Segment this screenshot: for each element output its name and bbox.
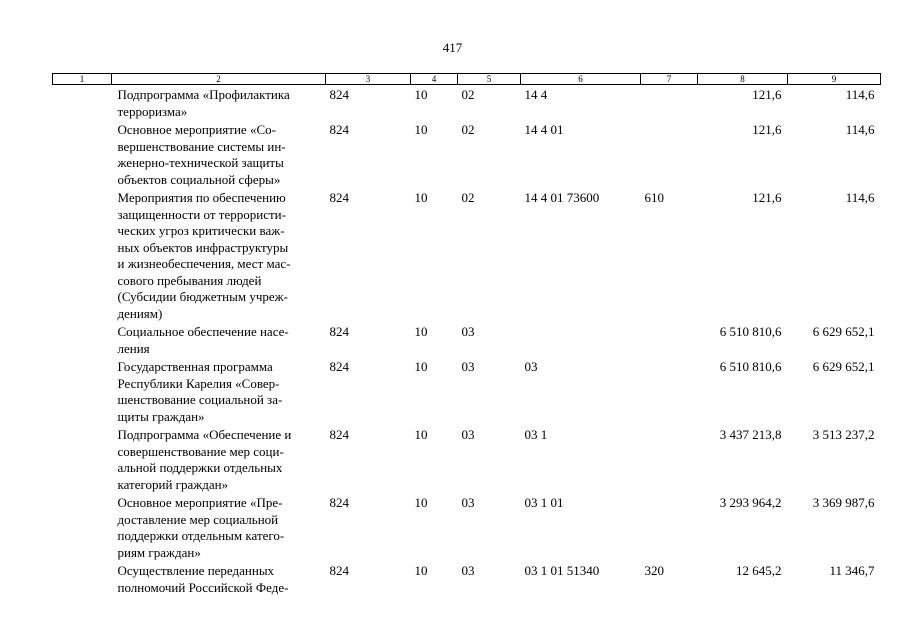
amount-year-2: 6 629 652,1: [812, 359, 875, 374]
name-line: Государственная программа: [117, 359, 273, 374]
table-row: [53, 188, 881, 322]
name-line: дениям): [117, 305, 163, 321]
name-line: совершенствование мер соци-: [117, 443, 284, 459]
ministry-code: 824: [329, 87, 349, 102]
column-number-header-row: [53, 74, 881, 85]
page-number: 417: [442, 40, 463, 55]
column-header-3: 3: [326, 74, 411, 85]
section-code: 10: [414, 87, 428, 102]
ministry-code: 824: [329, 427, 349, 442]
expense-type-code: [641, 120, 698, 188]
expense-type-code: [641, 357, 698, 425]
target-article-code: 14 4 01 73600: [524, 190, 600, 205]
item-name: [112, 85, 326, 121]
budget-table: [52, 73, 881, 596]
name-line: Социальное обеспечение насе-: [117, 324, 289, 339]
item-name: [112, 188, 326, 322]
amount-year-2: 3 513 237,2: [812, 427, 875, 442]
item-name: [112, 120, 326, 188]
name-line: поддержки отдельным катего-: [117, 528, 285, 543]
target-article-code: 03 1 01 51340: [524, 563, 600, 578]
name-line: доставление мер социальной: [117, 511, 279, 527]
name-line: ческих угроз критически важ-: [117, 223, 285, 238]
name-line: защищенности от террористи-: [117, 206, 286, 222]
amount-year-1: 121,6: [752, 87, 782, 102]
subsection-code: 02: [461, 122, 475, 137]
amount-year-2: 114,6: [845, 190, 875, 205]
subsection-code: 02: [461, 190, 475, 205]
section-code: 10: [414, 122, 428, 137]
table-row: [53, 493, 881, 561]
name-line: альной поддержки отдельных: [117, 460, 283, 475]
name-line: Подпрограмма «Обеспечение и: [117, 427, 292, 442]
amount-year-2: 6 629 652,1: [812, 324, 875, 339]
name-line: щиты граждан»: [117, 408, 205, 424]
table-row: [53, 357, 881, 425]
expense-type-code: [641, 85, 698, 121]
section-code: 10: [414, 427, 428, 442]
column-header-9: 9: [788, 74, 881, 85]
table-row: [53, 85, 881, 121]
amount-year-2: 11 346,7: [829, 563, 875, 578]
ministry-code: 824: [329, 122, 349, 137]
section-code: 10: [414, 324, 428, 339]
name-line: категорий граждан»: [117, 476, 229, 492]
amount-year-1: 12 645,2: [736, 563, 782, 578]
ministry-code: 824: [329, 563, 349, 578]
target-article-code: 03 1: [524, 427, 548, 442]
table-row: [53, 561, 881, 596]
subsection-code: 03: [461, 324, 475, 339]
name-line: Республики Карелия «Совер-: [117, 375, 280, 391]
name-line: объектов социальной сферы»: [117, 171, 281, 187]
name-line: Мероприятия по обеспечению: [117, 190, 286, 205]
expense-type-code: [641, 322, 698, 357]
subsection-code: 03: [461, 495, 475, 510]
row-index-cell: [53, 493, 112, 561]
ministry-code: 824: [329, 495, 349, 510]
amount-year-2: 114,6: [845, 122, 875, 137]
target-article-code: 03 1 01: [524, 495, 564, 510]
subsection-code: 03: [461, 427, 475, 442]
name-line: ления: [117, 340, 150, 356]
section-code: 10: [414, 563, 428, 578]
name-line: Осуществление переданных: [117, 563, 275, 578]
amount-year-1: 3 293 964,2: [719, 495, 782, 510]
amount-year-1: 6 510 810,6: [719, 324, 782, 339]
row-index-cell: [53, 188, 112, 322]
target-article-code: 03: [524, 359, 538, 374]
name-line: и жизнеобеспечения, мест мас-: [117, 256, 291, 271]
column-header-2: 2: [112, 74, 326, 85]
amount-year-1: 6 510 810,6: [719, 359, 782, 374]
amount-year-1: 121,6: [752, 190, 782, 205]
ministry-code: 824: [329, 324, 349, 339]
target-article-code: 14 4: [524, 87, 548, 102]
name-line: женерно-технической защиты: [117, 155, 284, 170]
item-name: [112, 322, 326, 357]
name-line: сового пребывания людей: [117, 272, 262, 288]
expense-type-code: 320: [644, 563, 664, 578]
amount-year-2: 114,6: [845, 87, 875, 102]
item-name: [112, 561, 326, 596]
name-line: Подпрограмма «Профилактика: [117, 87, 290, 102]
section-code: 10: [414, 495, 428, 510]
name-line: Основное мероприятие «Пре-: [117, 495, 283, 510]
column-header-6: 6: [521, 74, 641, 85]
table-row: [53, 322, 881, 357]
name-line: (Субсидии бюджетным учреж-: [117, 289, 288, 304]
column-header-4: 4: [411, 74, 458, 85]
row-index-cell: [53, 357, 112, 425]
name-line: терроризма»: [117, 103, 188, 119]
name-line: Основное мероприятие «Со-: [117, 122, 276, 137]
target-article-code: [521, 322, 641, 357]
subsection-code: 03: [461, 359, 475, 374]
column-header-8: 8: [698, 74, 788, 85]
row-index-cell: [53, 425, 112, 493]
row-index-cell: [53, 322, 112, 357]
ministry-code: 824: [329, 359, 349, 374]
row-index-cell: [53, 120, 112, 188]
name-line: риям граждан»: [117, 544, 201, 560]
item-name: [112, 357, 326, 425]
row-index-cell: [53, 85, 112, 121]
row-index-cell: [53, 561, 112, 596]
table-row: [53, 425, 881, 493]
amount-year-1: 121,6: [752, 122, 782, 137]
section-code: 10: [414, 359, 428, 374]
subsection-code: 02: [461, 87, 475, 102]
subsection-code: 03: [461, 563, 475, 578]
column-header-1: 1: [53, 74, 112, 85]
expense-type-code: 610: [644, 190, 664, 205]
amount-year-2: 3 369 987,6: [812, 495, 875, 510]
name-line: шенствование социальной за-: [117, 392, 283, 407]
section-code: 10: [414, 190, 428, 205]
amount-year-1: 3 437 213,8: [719, 427, 782, 442]
item-name: [112, 425, 326, 493]
target-article-code: 14 4 01: [524, 122, 564, 137]
expense-type-code: [641, 425, 698, 493]
name-line: полномочий Российской Феде-: [117, 579, 289, 595]
name-line: ных объектов инфраструктуры: [117, 239, 289, 255]
column-header-5: 5: [458, 74, 521, 85]
ministry-code: 824: [329, 190, 349, 205]
column-header-7: 7: [641, 74, 698, 85]
item-name: [112, 493, 326, 561]
expense-type-code: [641, 493, 698, 561]
table-row: [53, 120, 881, 188]
name-line: вершенствование системы ин-: [117, 138, 286, 154]
